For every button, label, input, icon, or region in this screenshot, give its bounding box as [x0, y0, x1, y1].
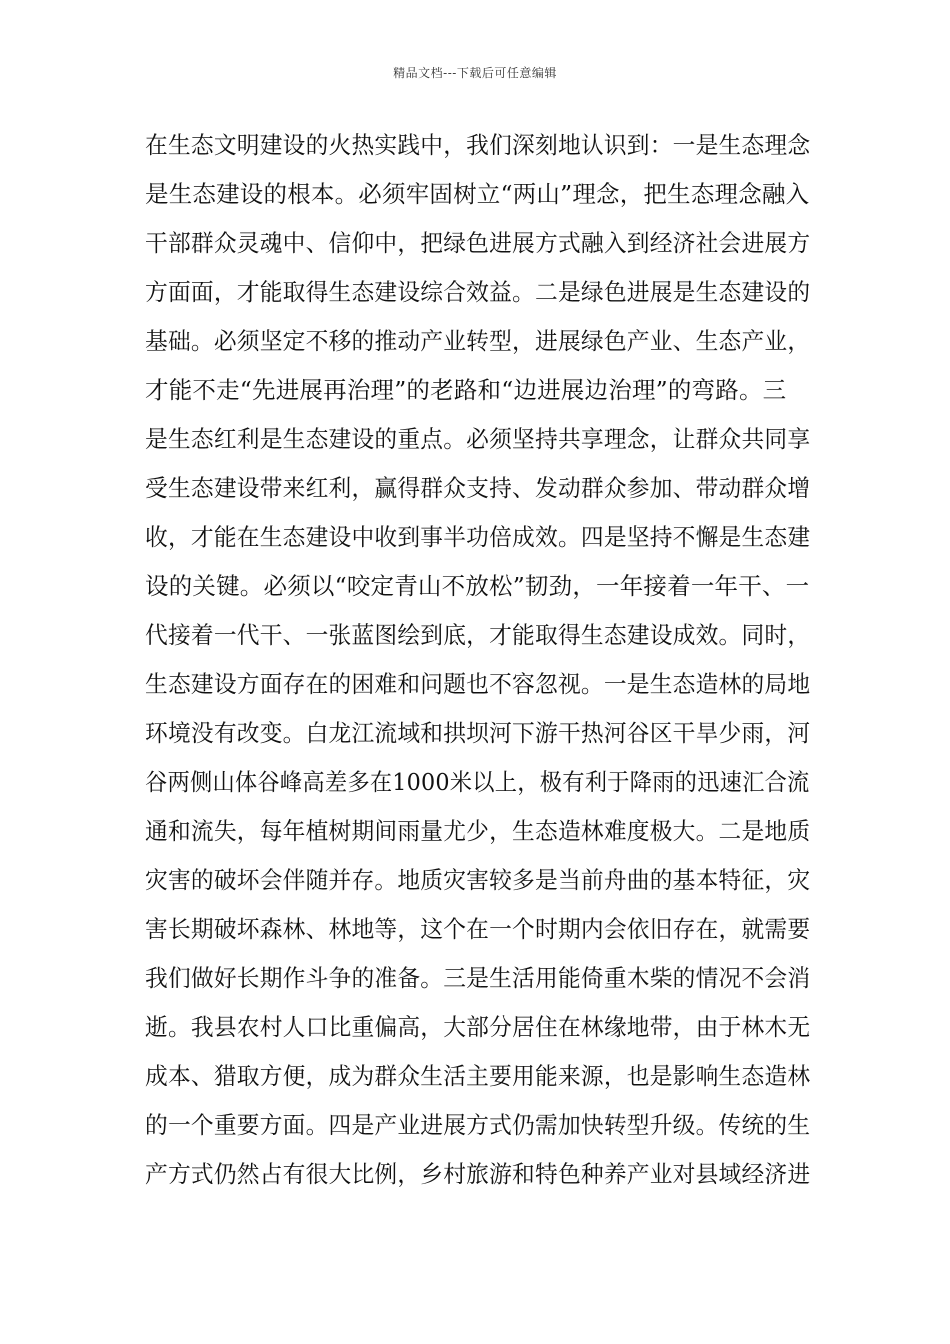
- paragraph-line: 环境没有改变。白龙江流域和拱坝河下游干热河谷区干旱少雨，河: [145, 719, 811, 747]
- paragraph-line: 逝。我县农村人口比重偏高，大部分居住在林缘地带，由于林木无: [145, 1013, 811, 1041]
- paragraph-line: 收，才能在生态建设中收到事半功倍成效。四是坚持不懈是生态建: [145, 523, 811, 551]
- paragraph-line: 灾害的破坏会伴随并存。地质灾害较多是当前舟曲的基本特征，灾: [145, 866, 811, 894]
- paragraph-line: 通和流失，每年植树期间雨量尤少，生态造林难度极大。二是地质: [145, 817, 811, 845]
- paragraph-line: 生态建设方面存在的困难和问题也不容忽视。一是生态造林的局地: [145, 670, 811, 698]
- paragraph-line: 受生态建设带来红利，赢得群众支持、发动群众参加、带动群众增: [145, 474, 811, 502]
- paragraph-line: 我们做好长期作斗争的准备。三是生活用能倚重木柴的情况不会消: [145, 964, 811, 992]
- paragraph-line: 的一个重要方面。四是产业进展方式仍需加快转型升级。传统的生: [145, 1111, 811, 1139]
- paragraph-line: 在生态文明建设的火热实践中，我们深刻地认识到：一是生态理念: [145, 131, 811, 159]
- paragraph-line: 是生态红利是生态建设的重点。必须坚持共享理念，让群众共同享: [145, 425, 811, 453]
- paragraph-line: 是生态建设的根本。必须牢固树立“两山”理念，把生态理念融入: [145, 180, 810, 208]
- paragraph-line: 基础。必须坚定不移的推动产业转型，进展绿色产业、生态产业，: [145, 327, 811, 355]
- paragraph-line: 干部群众灵魂中、信仰中，把绿色进展方式融入到经济社会进展方: [145, 229, 811, 257]
- paragraph-line: 谷两侧山体谷峰高差多在1000米以上，极有利于降雨的迅速汇合流: [145, 768, 810, 796]
- paragraph-line: 代接着一代干、一张蓝图绘到底，才能取得生态建设成效。同时，: [145, 621, 811, 649]
- paragraph-line: 设的关键。必须以“咬定青山不放松”韧劲，一年接着一年干、一: [145, 572, 810, 600]
- paragraph-line: 害长期破坏森林、林地等，这个在一个时期内会依旧存在，就需要: [145, 915, 811, 943]
- page-header: 精品文档---下载后可任意编辑: [393, 66, 557, 80]
- paragraph-line: 方面面，才能取得生态建设综合效益。二是绿色进展是生态建设的: [145, 278, 811, 306]
- paragraph-line: 才能不走“先进展再治理”的老路和“边进展边治理”的弯路。三: [145, 376, 787, 404]
- paragraph-line: 成本、猎取方便，成为群众生活主要用能来源，也是影响生态造林: [145, 1062, 811, 1090]
- paragraph-line: 产方式仍然占有很大比例，乡村旅游和特色种养产业对县域经济进: [145, 1160, 811, 1188]
